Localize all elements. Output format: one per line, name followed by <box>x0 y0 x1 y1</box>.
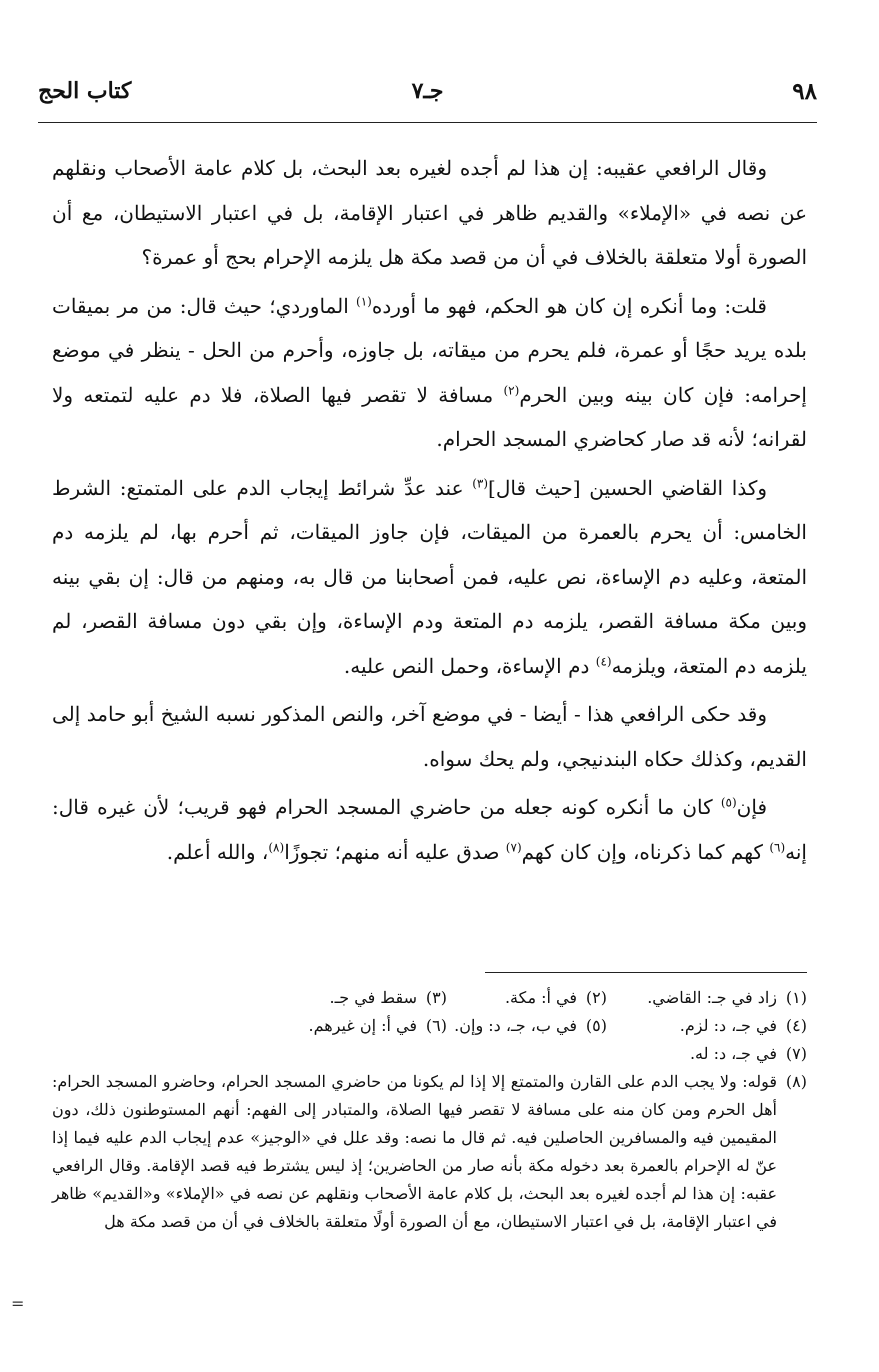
footnote-separator <box>485 972 807 973</box>
footnote-7: (٧)في جـ، د: له. <box>689 1044 807 1063</box>
footnotes <box>52 984 807 1236</box>
footnote-3: (٣)سقط في جـ. <box>329 988 447 1007</box>
page-number: ٩٨ <box>792 78 817 105</box>
footnote-row-2 <box>52 1012 807 1040</box>
footnote-ref-7[interactable]: (٧) <box>505 839 522 854</box>
footnote-ref-5[interactable]: (٥) <box>720 795 737 810</box>
paragraph-2: قلت: وما أنكره إن كان هو الحكم، فهو ما أورده$^{(١)}$ الماوردي؛ حيث قال: من مر بميقات بلده يريد حجًا أو عمرة، فلم يحرم من ميقاته، بل جاوزه، وأحرم من الحل - ينظر في موضع إحرامه: فإن كان بينه وبين الحرم$^{(٢)}$ مسافة لا تقصر فيها الصلاة، فلا دم عليه لتمتعه ولا لقرانه؛ لأنه قد صار كحاضري المسجد الحرام. <box>52 293 807 451</box>
footnote-ref-2[interactable]: (٢) <box>503 382 520 397</box>
footnote-8: (٨) قوله: ولا يجب الدم على القارن والمتمتع إلا إذا لم يكونا من حاضري المسجد الحرام، وحاضرو المسجد الحرام: أهل الحرم ومن كان منه على مسافة لا تقصر فيها الصلاة، والمتبادر إلى الفهم: أنهم المستوطنون ذلك، دون المقيمين فيه والمسافرين الحاصلين فيه. ثم قال ما نصه: وقد علل في «الوجيز» عدم إيجاب الدم عليه فيما إذا عنّ له الإحرام بالعمرة بعد دخوله مكة بأنه صار من الحاضرين؛ إذ ليس يشترط فيه قصد الإقامة. وقال الرافعي عقبه: إن هذا لم أجده لغيره بعد البحث، بل كلام عامة الأصحاب ونقلهم عن نصه في «الإملاء» و«القديم» ظاهر في اعتبار الإقامة، بل في اعتبار الاستيطان، مع أن الصورة أولًا متعلقة بالخلاف في أن من قصد مكة هل <box>52 1072 807 1231</box>
footnote-5: (٥)في ب، جـ، د: وإن. <box>454 1016 607 1035</box>
volume-label: جـ٧ <box>411 78 444 104</box>
paragraph-4: وقد حكى الرافعي هذا - أيضا - في موضع آخر، والنص المذكور نسبه الشيخ أبو حامد إلى القديم، وكذلك حكاه البندنيجي، ولم يحك سواه. <box>52 702 807 771</box>
paragraph-5: فإن$^{(٥)}$ كان ما أنكره كونه جعله من حاضري المسجد الحرام فهو قريب؛ لأن غيره قال: إنه$^{(٦)}$ كهم كما ذكرناه، وإن كان كهم$^{(٧)}$ صدق عليه أنه منهم؛ تجوزًا$^{(٨)}$، والله أعلم. <box>52 795 807 864</box>
footnote-6: (٦)في أ: إن غيرهم. <box>308 1016 447 1035</box>
footnote-ref-1[interactable]: (١) <box>356 293 372 308</box>
footnote-row-1 <box>52 984 807 1012</box>
footnote-1: (١)زاد في جـ: القاضي. <box>647 988 807 1007</box>
header-rule <box>38 122 817 123</box>
main-text <box>52 146 807 874</box>
running-header <box>38 78 817 114</box>
footnote-ref-3[interactable]: (٣) <box>472 475 489 490</box>
footnote-row-3 <box>52 1040 807 1068</box>
footnote-2: (٢)في أ: مكة. <box>504 988 607 1007</box>
footnote-ref-8[interactable]: (٨) <box>268 839 285 854</box>
paragraph-1: وقال الرافعي عقيبه: إن هذا لم أجده لغيره بعد البحث، بل كلام عامة الأصحاب ونقلهم عن نصه في «الإملاء» والقديم ظاهر في اعتبار الإقامة، بل في اعتبار الاستيطان، مع أن الصورة أولا متعلقة بالخلاف في أن من قصد مكة هل يلزمه الإحرام بحج أو عمرة؟ <box>52 156 807 269</box>
margin-mark: = <box>11 1294 25 1313</box>
book-title: كتاب الحج <box>38 78 132 104</box>
footnote-4: (٤)في جـ، د: لزم. <box>679 1016 807 1035</box>
paragraph-3: وكذا القاضي الحسين [حيث قال]$^{(٣)}$ عند عدِّ شرائط إيجاب الدم على المتمتع: الشرط الخامس: أن يحرم بالعمرة من الميقات، فإن جاوز الميقات، ثم أحرم بها، لم يلزمه دم المتعة، وعليه دم الإساءة، نص عليه، فمن أصحابنا من قال به، ومنهم من قال: إن بقي بينه وبين مكة مسافة القصر، يلزمه دم المتعة ودم الإساءة، وإن بقي دون مسافة القصر، لم يلزمه دم المتعة، ويلزمه$^{(٤)}$ دم الإساءة، وحمل النص عليه. <box>52 475 807 678</box>
footnote-ref-4[interactable]: (٤) <box>595 653 612 668</box>
footnote-ref-6[interactable]: (٦) <box>769 839 786 854</box>
